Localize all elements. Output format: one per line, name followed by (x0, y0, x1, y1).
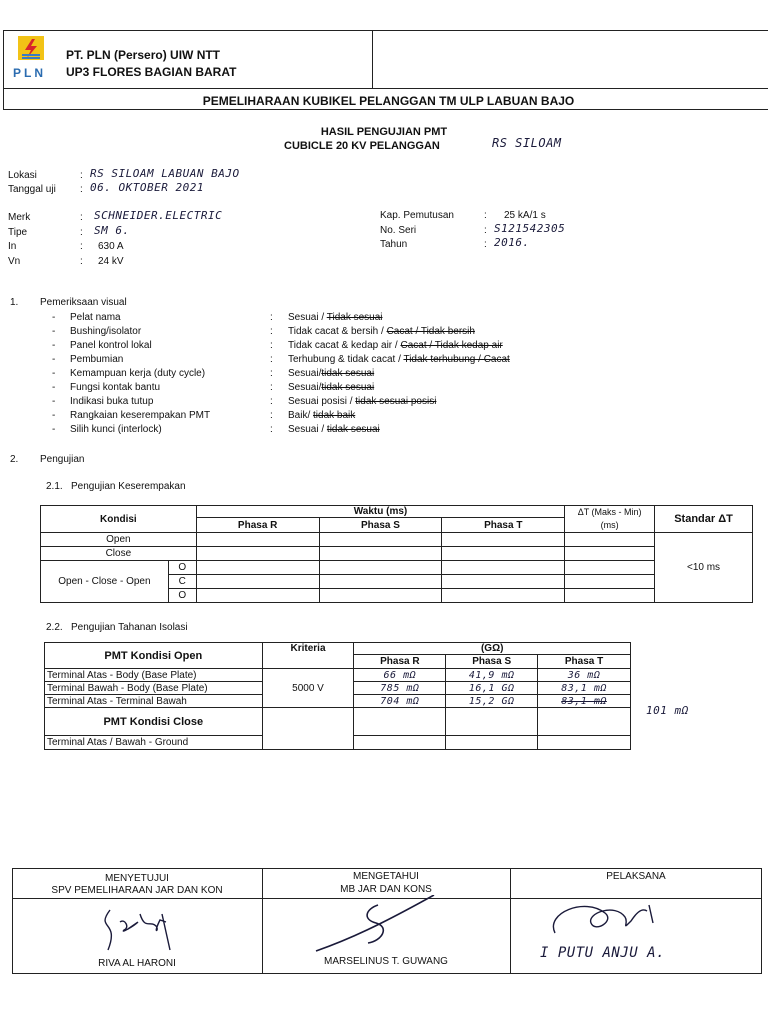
title-line2: CUBICLE 20 KV PELANGGAN (284, 140, 440, 152)
phasa-r-header: Phasa R (354, 655, 446, 669)
check-label: Pelat nama (70, 312, 121, 323)
standar-header: Standar ΔT (655, 506, 753, 533)
check-struck: tidak sesuai posisi (355, 396, 437, 407)
title-line1: HASIL PENGUJIAN PMT (320, 126, 448, 138)
waktu-header: Waktu (ms) (196, 506, 564, 518)
check-result: Sesuai / (288, 312, 327, 323)
sig1-title2: SPV PEMELIHARAAN JAR DAN KON (51, 885, 223, 896)
sig2-name: MARSELINUS T. GUWANG (324, 956, 448, 967)
phasa-s-header: Phasa S (446, 655, 538, 669)
row-close: Close (41, 547, 197, 561)
check-label: Panel kontrol lokal (70, 340, 152, 351)
phasa-r-header: Phasa R (196, 518, 319, 533)
cell-r: 785 mΩ (354, 682, 446, 695)
row-label: Terminal Atas - Body (Base Plate) (45, 669, 263, 682)
sig3-name-handwritten: I PUTU ANJU A. (540, 945, 666, 961)
check-result: Terhubung & tidak cacat / (288, 354, 404, 365)
check-label: Pembumian (70, 354, 124, 365)
tahun-label: Tahun (380, 239, 408, 250)
check-result: Sesuai/ (288, 368, 322, 379)
lokasi-colon: : (80, 170, 83, 181)
table-row (41, 547, 753, 561)
margin-note-handwritten: 101 mΩ (646, 704, 689, 717)
section1-title: Pemeriksaan visual (40, 297, 127, 308)
check-struck: Tidak terhubung / Cacat (403, 354, 510, 365)
signature-marselinus (310, 895, 440, 955)
signature-pelaksana (545, 893, 665, 943)
cell-r: 704 mΩ (354, 695, 446, 708)
title-customer-handwritten: RS SILOAM (492, 136, 562, 150)
kondisi-header: Kondisi (41, 506, 197, 533)
check-result: Tidak cacat & bersih / (288, 326, 387, 337)
keserempakan-table (40, 505, 753, 603)
signature-col-divider-2 (510, 868, 511, 974)
check-result: Sesuai/ (288, 382, 322, 393)
pmt-open-header: PMT Kondisi Open (45, 643, 263, 669)
merk-value: SCHNEIDER.ELECTRIC (94, 209, 223, 222)
cell-s: 16,1 GΩ (446, 682, 538, 695)
phasa-t-header: Phasa T (538, 655, 631, 669)
row-open: Open (41, 533, 197, 547)
check-struck: tidak sesuai (321, 368, 375, 379)
merk-label: Merk (8, 212, 31, 223)
tahanan-isolasi-table (44, 642, 631, 750)
cell-t: 83,1 mΩ (538, 695, 631, 708)
cell-s: 15,2 GΩ (446, 695, 538, 708)
check-result: Sesuai posisi / (288, 396, 356, 407)
header-banner: PEMELIHARAAN KUBIKEL PELANGGAN TM ULP LABUAN BAJO (202, 94, 575, 108)
check-label: Bushing/isolator (70, 326, 142, 337)
pmt-close-header: PMT Kondisi Close (45, 708, 263, 736)
check-struck: Tidak sesuai (326, 312, 383, 323)
check-struck: tidak sesuai (321, 382, 375, 393)
oco-c: C (168, 575, 196, 589)
kriteria-value: 5000 V (262, 669, 354, 708)
sig2-title2: MB JAR DAN KONS (340, 884, 432, 895)
merk-colon: : (80, 212, 83, 223)
company-line2: UP3 FLORES BAGIAN BARAT (66, 65, 237, 79)
subsection-keserempakan: 2.1. Pengujian Keserempakan (46, 481, 186, 492)
oco-o1: O (168, 561, 196, 575)
tipe-label: Tipe (8, 227, 28, 238)
sig1-name: RIVA AL HARONI (98, 958, 176, 969)
seri-label: No. Seri (380, 225, 417, 236)
check-label: Rangkaian keserempakan PMT (70, 410, 211, 421)
oco-o2: O (168, 589, 196, 603)
check-struck: tidak baik (313, 410, 356, 421)
tahun-colon: : (484, 239, 487, 250)
check-label: Indikasi buka tutup (70, 396, 154, 407)
table-row (41, 561, 753, 575)
check-result: Tidak cacat & kedap air / (288, 340, 401, 351)
cell-s: 41,9 mΩ (446, 669, 538, 682)
kap-label: Kap. Pemutusan (380, 210, 454, 221)
close-row-label: Terminal Atas / Bawah - Ground (45, 736, 263, 750)
logo-text: PLN (13, 66, 46, 80)
signature-riva (90, 900, 190, 960)
cell-t: 83,1 mΩ (538, 682, 631, 695)
seri-colon: : (484, 225, 487, 236)
check-struck: Cacat / Tidak kedap air (400, 340, 503, 351)
subsection-tahanan: 2.2. Pengujian Tahanan Isolasi (46, 622, 188, 633)
company-line1: PT. PLN (Persero) UIW NTT (66, 48, 221, 62)
cell-t: 36 mΩ (538, 669, 631, 682)
tipe-colon: : (80, 227, 83, 238)
tanggal-value: 06. OKTOBER 2021 (90, 181, 204, 194)
seri-value: S121542305 (494, 222, 566, 235)
in-label: In (8, 241, 17, 252)
lokasi-label: Lokasi (8, 170, 37, 181)
tanggal-colon: : (80, 184, 83, 195)
check-result: Sesuai / (288, 424, 327, 435)
phasa-s-header: Phasa S (319, 518, 442, 533)
vn-colon: : (80, 256, 83, 267)
tipe-value: SM 6. (94, 224, 130, 237)
tahun-value: 2016. (494, 236, 530, 249)
kap-colon: : (484, 210, 487, 221)
lokasi-value: RS SILOAM LABUAN BAJO (90, 167, 240, 180)
tanggal-label: Tanggal uji (8, 184, 56, 195)
vn-label: Vn (8, 256, 21, 267)
row-label: Terminal Atas - Terminal Bawah (45, 695, 263, 708)
phasa-t-header: Phasa T (442, 518, 565, 533)
cell-r: 66 mΩ (354, 669, 446, 682)
standar-value: <10 ms (655, 533, 753, 603)
sig2-title1: MENGETAHUI (353, 871, 419, 882)
check-label: Silih kunci (interlock) (70, 424, 162, 435)
sig1-title1: MENYETUJUI (105, 873, 169, 884)
row-oco: Open - Close - Open (41, 561, 169, 603)
unit-header: (GΩ) (354, 643, 631, 655)
check-label: Fungsi kontak bantu (70, 382, 161, 393)
in-colon: : (80, 241, 83, 252)
check-struck: Cacat / Tidak bersih (386, 326, 475, 337)
kriteria-header: Kriteria (262, 643, 354, 669)
section1-number: 1. (10, 297, 19, 308)
vn-value: 24 kV (98, 256, 124, 267)
check-struck: tidak sesuai (326, 424, 380, 435)
header-vertical-divider (372, 30, 373, 88)
kap-value: 25 kA/1 s (504, 210, 546, 221)
header-divider (3, 88, 768, 89)
table-row (41, 533, 753, 547)
table-row (45, 669, 631, 682)
section2-number: 2. (10, 454, 19, 465)
visual-check-list: - Pelat nama : Sesuai / Tidak sesuai - Bushing/isolator : Tidak cacat & bersih / Cacat / Tidak bersih - Panel kontrol lokal : Tidak cacat & kedap air / Cacat / Tidak kedap air - Pembumian : Terhubung & tidak cacat / Tidak terhubung / Cacat - Kemampuan kerja (duty cycle) : Sesuai/tidak sesuai - Fungsi kontak bantu : Sesuai/tidak sesuai - Indikasi buka tutup : Sesuai posisi / tidak sesuai posisi - Rangkaian keserempakan PMT : Baik/ tidak baik - Silih kunci (interlock) : Sesuai / tidak sesuai (52, 312, 510, 435)
sig3-title1: PELAKSANA (606, 871, 666, 882)
row-label: Terminal Bawah - Body (Base Plate) (45, 682, 263, 695)
section2-title: Pengujian (40, 454, 85, 465)
delta-header: ΔT (Maks - Min) (ms) (565, 506, 655, 533)
in-value: 630 A (98, 241, 124, 252)
check-result: Baik/ (288, 410, 314, 421)
table-row (45, 708, 631, 736)
check-label: Kemampuan kerja (duty cycle) (70, 368, 206, 379)
